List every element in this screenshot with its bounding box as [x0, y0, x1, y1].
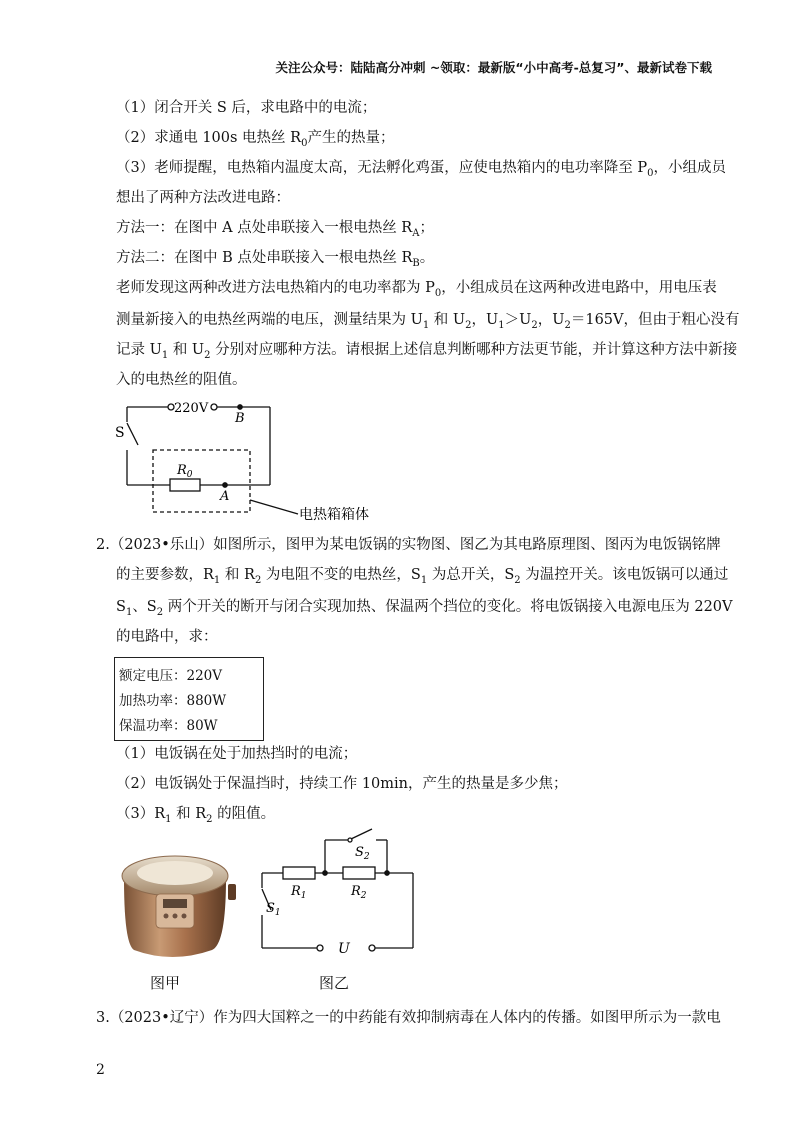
- q1-method2: 方法二：在图中 B 点处串联接入一根电热丝 $R_B$。: [116, 250, 435, 269]
- figure-a-caption: 图甲: [150, 974, 181, 992]
- voltage-u-label: U: [338, 941, 350, 957]
- resistor-label: $R_0$: [177, 463, 193, 480]
- q1-part2: （2）求通电 100s 电热丝 $R_0$产生的热量；: [116, 130, 395, 149]
- q2-part2: （2）电饭锅处于保温挡时，持续工作 10min，产生的热量是多少焦；: [116, 776, 568, 792]
- q3-stem-line1: 3.（2023•辽宁）作为四大国粹之一的中药能有效抑制病毒在人体内的传播。如图甲所示为一款电: [96, 1010, 721, 1026]
- spec-warm-power: 保温功率：80W: [119, 718, 218, 734]
- spec-heating-power: 加热功率：880W: [119, 693, 227, 709]
- resistor-r1: [283, 867, 315, 879]
- q2-part1: （1）电饭锅在处于加热挡时的电流；: [116, 746, 358, 762]
- q1-text-line4: 入的电热丝的阻值。: [116, 372, 247, 388]
- q1-text-line1: 老师发现这两种改进方法电热箱内的电功率都为 $P_0$，小组成员在这两种改进电路中，用电压表: [116, 280, 717, 299]
- point-b-label: B: [235, 411, 245, 426]
- r1-label: $R_1$: [291, 884, 307, 901]
- q2-stem-line2: 的主要参数，$R_1$ 和 $R_2$ 为电阻不变的电热丝，$S_1$ 为总开关，$S_2$ 为温控开关。该电饭锅可以通过: [116, 567, 729, 586]
- terminal-left: [317, 945, 323, 951]
- switch-s2-blade: [351, 829, 372, 839]
- q1-part1: （1）闭合开关 S 后，求电路中的电流；: [116, 100, 377, 116]
- spec-rated-voltage: 额定电压：220V: [119, 668, 223, 684]
- q1-text-line2: 测量新接入的电热丝两端的电压，测量结果为 $U_1$ 和 $U_2$，$U_1>U_2$，$U_2=165V$，但由于粗心没有: [116, 312, 740, 331]
- q2-stem-line3: $S_1$、$S_2$ 两个开关的断开与闭合实现加热、保温两个挡位的变化。将电饭锅接入电源电压为 220V: [116, 599, 733, 618]
- q1-part3: （3）老师提醒，电热箱内温度太高，无法孵化鸡蛋，应使电热箱内的电功率降至 $P_0$，小组成员: [116, 160, 726, 179]
- s2-label: $S_2$: [355, 845, 370, 862]
- page-header: 关注公众号：陆陆高分冲刺 ~领取：最新版“小中高考-总复习”、最新试卷下载: [275, 60, 712, 75]
- voltage-label: 220V: [174, 401, 209, 416]
- switch-label: S: [115, 425, 125, 441]
- q2-stem-line1: 2.（2023•乐山）如图所示，图甲为某电饭锅的实物图、图乙为其电路原理图、图丙为电饭锅铭牌: [96, 537, 721, 553]
- q1-part3-cont: 想出了两种方法改进电路：: [116, 190, 290, 206]
- resistor-r2: [343, 867, 375, 879]
- q2-part3: $(3)R_1$ 和 $R_2$ 的阻值。: [116, 806, 276, 825]
- r2-label: $R_2$: [351, 884, 367, 901]
- point-a-label: A: [220, 489, 230, 504]
- figure-b-caption: 图乙: [319, 974, 350, 992]
- q2-stem-line4: 的电路中，求：: [116, 629, 218, 645]
- q1-method1: 方法一：在图中 A 点处串联接入一根电热丝 $R_A$；: [116, 220, 434, 239]
- s1-label: $S_1$: [266, 901, 281, 918]
- page-number: 2: [96, 1062, 105, 1078]
- box-label: 电热箱箱体: [299, 507, 369, 523]
- q1-text-line3: 记录 $U_1$ 和 $U_2$ 分别对应哪种方法。请根据上述信息判断哪种方法更节能，并计算这种方法中新接: [116, 342, 738, 361]
- terminal-right: [369, 945, 375, 951]
